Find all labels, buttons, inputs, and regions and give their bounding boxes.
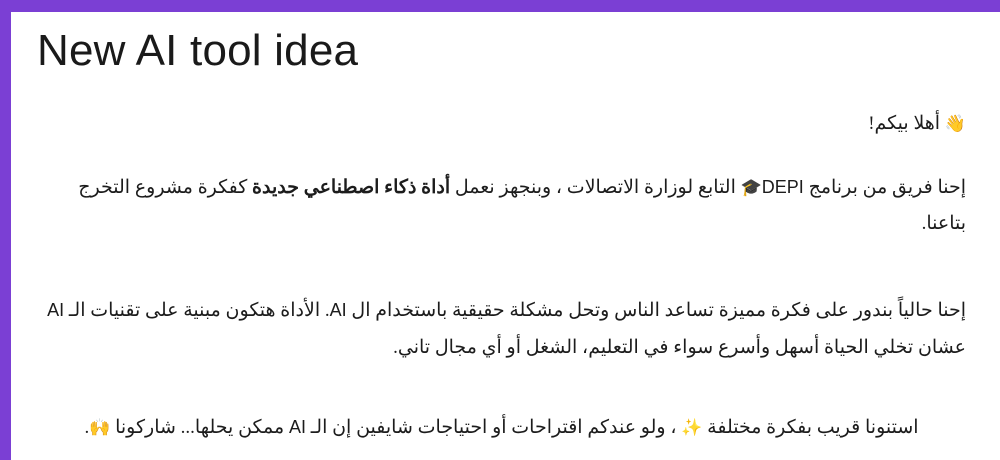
document-content — [11, 12, 1000, 460]
greeting-text: أهلا بيكم! — [868, 112, 941, 134]
top-accent-bar — [0, 0, 1000, 12]
text-run: التابع لوزارة الاتصالات ، وبنجهز نعمل — [450, 176, 741, 198]
text-run: إحنا فريق من برنامج — [803, 176, 966, 198]
paragraph-closing — [37, 410, 966, 446]
text-run: كفكرة مشروع التخرج بتاعنا. — [78, 176, 966, 234]
text-run: ممكن يحلها... شاركونا — [110, 417, 289, 439]
inline-emoji-icon: ✨ — [681, 418, 703, 439]
text-run: ، ولو عندكم اقتراحات أو احتياجات شايفين إن الـ — [305, 417, 682, 439]
text-run: . الأداة هتكون مبنية على تقنيات الـ — [64, 300, 330, 322]
latin-term: AI — [288, 417, 306, 438]
paragraph-intro — [37, 170, 966, 242]
text-run: . — [84, 417, 90, 439]
text-run: إحنا حالياً بندور على فكرة مميزة تساعد الناس وتحل مشكلة حقيقية باستخدام ال — [346, 300, 966, 322]
text-run: عشان تخلي الحياة أسهل وأسرع سواء في التعليم، الشغل أو أي مجال تاني. — [393, 337, 966, 359]
latin-term: AI — [329, 300, 347, 321]
inline-emoji-icon: 🎓 — [740, 177, 762, 198]
paragraph-body — [37, 292, 966, 366]
latin-term: AI — [47, 300, 65, 321]
text-run: استنونا قريب بفكرة مختلفة — [702, 417, 919, 439]
page-title: New AI tool idea — [37, 26, 359, 75]
waving-hand-icon: 👋 — [944, 113, 966, 134]
greeting-line — [37, 107, 966, 140]
inline-emoji-icon: 🙌 — [89, 418, 111, 439]
left-accent-rail — [0, 12, 11, 460]
emphasis-text: أداة ذكاء اصطناعي جديدة — [252, 176, 451, 198]
latin-term: DEPI — [761, 176, 804, 197]
